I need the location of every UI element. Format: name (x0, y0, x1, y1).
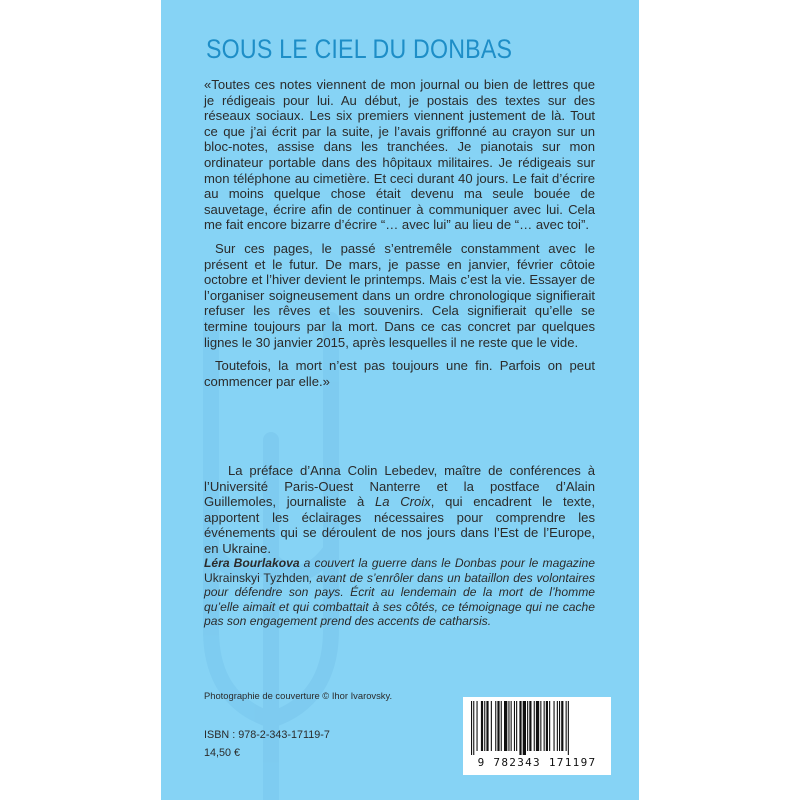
barcode-bar (508, 701, 509, 751)
barcode-bar (527, 701, 528, 751)
barcode-bar (514, 701, 515, 751)
barcode-bar (529, 701, 531, 751)
barcode-bar (546, 701, 548, 751)
preface-text (204, 463, 595, 557)
photo-credit: Photographie de couverture © Ihor Ivarovsky. (204, 690, 393, 701)
preface-text-end: , qui encadrent le texte, apportent les éclairages nécessaires pour comprendre les événements qui se déroulent de nos jours dans l’Est de l’Europe, en Ukraine. (204, 494, 595, 556)
barcode-bar (559, 701, 560, 751)
barcode-bar (540, 701, 541, 751)
barcode-bar (486, 701, 488, 751)
preface-text-start: La préface d’Anna Colin Lebedev, maître de conférences à l’Université Paris-Ouest Nanterre et la postface d’Alain Guillemoles, journaliste à (204, 463, 595, 510)
barcode (463, 697, 611, 775)
price: 14,50 € (204, 747, 241, 759)
barcode-bar (554, 701, 555, 751)
barcode-digits: 9 782343 171197 (477, 756, 597, 769)
barcode-bar (473, 701, 474, 755)
barcode-bar (561, 701, 563, 751)
barcode-bar (501, 701, 502, 751)
barcode-icon (469, 701, 605, 755)
barcode-bar (495, 701, 496, 751)
bio-text-start: a couvert la guerre dans le Donbas pour le magazine (299, 556, 595, 570)
barcode-bar (516, 701, 517, 751)
barcode-bar (477, 701, 478, 751)
barcode-bar (491, 701, 492, 751)
quote-paragraph: Sur ces pages, le passé s’entremêle constamment avec le présent et le futur. De mars, je passe en janvier, février côtoie octobre et l’hiver devient le printemps. Mais c’est la vie. Essayer de l’organiser soigneusement dans un ordre chronologique signifierait refuser les rêves et les souvenirs. Cela signifierait qu’elle se termine toujours par la mort. Dans ce cas concret par quelques lignes le 30 janvier 2015, après lesquelles il ne reste que le vide. (204, 240, 595, 350)
newspaper-name: La Croix (375, 494, 431, 510)
barcode-bar (557, 701, 558, 751)
bio-text-end: , avant de s’enrôler dans un bataillon des volontaires pour défendre son pays. Écrit au lendemain de la mort de l’homme qu’elle aimait et qui combattait à ses côtés, ce témoignage qui ne cache pas son engagement prend des accents de catharsis. (204, 570, 595, 629)
isbn: ISBN : 978-2-343-17119-7 (204, 729, 330, 741)
quote-text (204, 77, 595, 397)
barcode-bar (523, 701, 526, 755)
barcode-bar (511, 701, 512, 751)
barcode-bar (549, 701, 550, 751)
barcode-bar (534, 701, 535, 751)
barcode-bar (568, 701, 569, 755)
preface-paragraph (204, 463, 595, 557)
barcode-bar (484, 701, 485, 751)
quote-paragraph: Toutefois, la mort n’est pas toujours une fin. Parfois on peut commencer par elle.» (204, 358, 595, 389)
quote-paragraph: «Toutes ces notes viennent de mon journal ou bien de lettres que je rédigeais pour lui. Au début, je postais des textes sur des réseaux sociaux. Les six premiers viennent justement de là. Tout ce que j’ai écrit par la suite, je l’avais griffonné au crayon sur un bloc-notes, assise dans les tranchées. Je pianotais sur mon ordinateur portable dans des hôpitaux militaires. Je rédigeais sur mon téléphone au cimetière. Et ceci durant 40 jours. Le fait d’écrire au moins quelque chose était devenu ma seule bouée de sauvetage, écrire afin de continuer à communiquer avec lui. Cela me fait encore bizarre d’écrire “… avec lui” au lieu de “… avec toi”. (204, 77, 595, 233)
author-bio (204, 556, 595, 629)
magazine-name: Ukrainskyi Tyzhden (204, 570, 310, 585)
barcode-bar (519, 701, 521, 755)
barcode-bar (544, 701, 545, 751)
barcode-bar (504, 701, 507, 751)
bio-paragraph (204, 556, 595, 629)
barcode-bar (481, 701, 483, 751)
book-title: SOUS LE CIEL DU DONBAS (206, 34, 513, 64)
barcode-bar (536, 701, 539, 751)
back-cover (161, 0, 639, 800)
author-name: Léra Bourlakova (204, 556, 300, 570)
barcode-bar (497, 701, 499, 751)
barcode-bar (566, 701, 567, 751)
barcode-bar (471, 701, 472, 755)
